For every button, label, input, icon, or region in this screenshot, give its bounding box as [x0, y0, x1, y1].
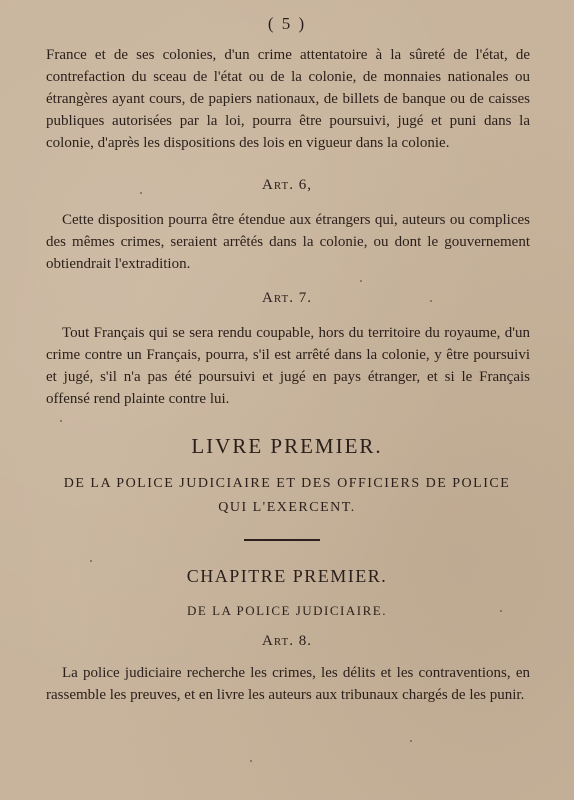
livre-title: LIVRE PREMIER.: [191, 434, 383, 458]
paragraph-text: France et de ses colonies, d'un crime attentatoire à la sûreté de l'état, de contrefaction du sceau de l'état ou de la colonie, de monnaies nationales ou étrangères ayant cours, de papiers nationaux, de billets de banque ou de caisses publiques autorisées par la loi, pourra être poursuivi, jugé et puni dans la colonie, d'après les dispositions des lois en vigueur dans la colonie.: [46, 47, 530, 151]
article-7-heading: Art. 7.: [262, 290, 312, 306]
livre-subtitle: [40, 472, 534, 520]
paper-speck: [140, 192, 142, 194]
paper-speck: [500, 610, 502, 612]
page-number: ( 5 ): [267, 14, 307, 33]
paper-speck: [60, 420, 62, 422]
paper-speck: [90, 560, 92, 562]
paper-speck: [250, 760, 252, 762]
section-divider: [244, 539, 320, 541]
paragraph-continuation: [46, 44, 530, 154]
article-6-text: Cette disposition pourra être étendue aux étrangers qui, auteurs ou complices des mêmes crimes, seraient arrêtés dans la colonie, ou dont le gouvernement obtiendrait l'extradition.: [46, 212, 530, 272]
article-8-heading: Art. 8.: [262, 633, 312, 649]
article-7-body: [46, 322, 530, 410]
article-8-body: [46, 662, 530, 706]
paper-speck: [360, 280, 362, 282]
article-8-text: La police judiciaire recherche les crimes, les délits et les contraventions, en rassemble les preuves, et en livre les auteurs aux tribunaux chargés de les punir.: [46, 665, 530, 703]
paper-speck: [410, 740, 412, 742]
chapitre-title: CHAPITRE PREMIER.: [186, 566, 388, 586]
livre-subtitle-line-1: DE LA POLICE JUDICIAIRE ET DES OFFICIERS DE POLICE: [63, 476, 511, 491]
paper-speck: [430, 300, 432, 302]
article-7-text: Tout Français qui se sera rendu coupable, hors du territoire du royaume, d'un crime contre un Français, pourra, s'il est arrêté dans la colonie, y être poursuivi et jugé, s'il n'a pas été poursuivi et jugé en pays étranger, et si le Français offensé rend plainte contre lui.: [46, 325, 530, 407]
livre-subtitle-line-2: QUI L'EXERCENT.: [218, 500, 356, 515]
article-6-heading: Art. 6,: [262, 177, 312, 193]
chapitre-subtitle: DE LA POLICE JUDICIAIRE.: [187, 603, 387, 618]
article-6-body: [46, 209, 530, 275]
